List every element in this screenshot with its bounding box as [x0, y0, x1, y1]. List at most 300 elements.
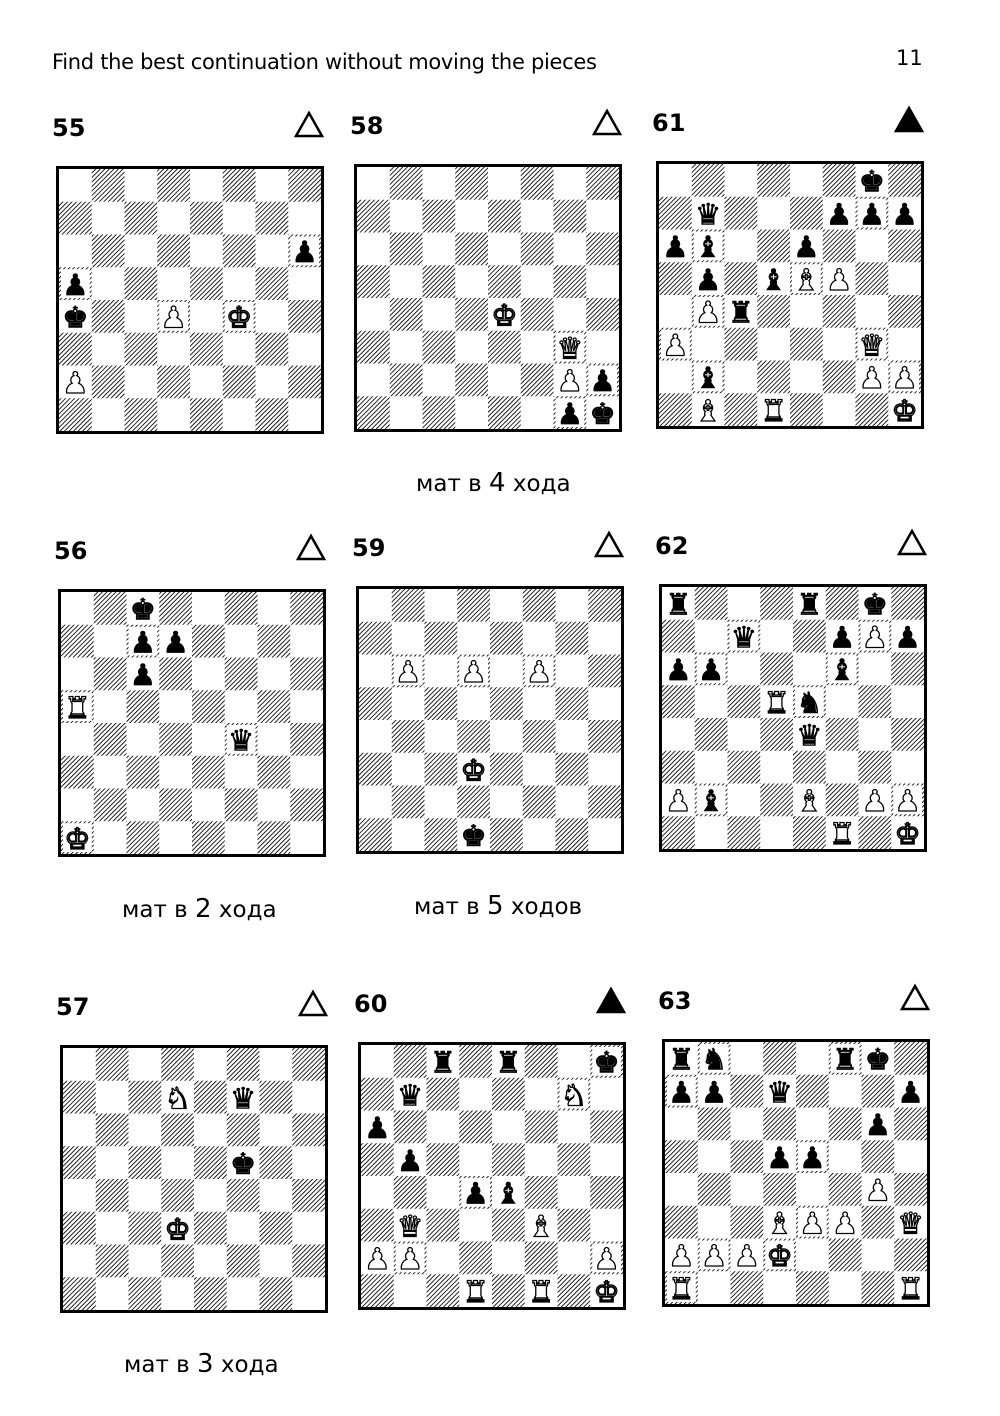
- dark-square: [361, 1209, 394, 1242]
- chess-board: [356, 586, 624, 854]
- dark-square: [159, 723, 192, 756]
- dark-square: [888, 164, 921, 197]
- light-square: [521, 200, 554, 233]
- light-square: [225, 756, 258, 789]
- light-square: [888, 262, 921, 295]
- dark-square: [427, 1209, 460, 1242]
- white-pawn-icon: ♟: [700, 1239, 728, 1274]
- light-square: [292, 1277, 325, 1310]
- light-square: [292, 1212, 325, 1245]
- white-king-icon: ♚: [460, 753, 487, 788]
- chess-board: [60, 1045, 328, 1313]
- white-queen-icon: ♛: [396, 1209, 424, 1244]
- light-square: [59, 169, 92, 202]
- light-square: [457, 622, 490, 655]
- caption-number: 5: [487, 891, 504, 921]
- caption-mate-in-4: [416, 468, 571, 498]
- white-pawn-icon: ♟: [799, 1206, 826, 1241]
- dark-square: [790, 393, 823, 426]
- dark-square: [455, 298, 488, 331]
- light-square: [394, 1274, 427, 1307]
- light-square: [61, 789, 94, 822]
- dark-square: [558, 1209, 591, 1242]
- dark-square: [227, 1179, 260, 1212]
- light-square: [427, 1111, 460, 1144]
- caption-suffix: ходов: [503, 894, 583, 920]
- dark-square: [390, 298, 423, 331]
- dark-square: [157, 366, 190, 399]
- white-bishop-icon: ♝: [694, 393, 722, 426]
- light-square: [698, 1206, 731, 1239]
- black-rook-icon: ♜: [665, 587, 692, 622]
- caption-number: 4: [489, 468, 506, 498]
- light-square: [695, 751, 728, 784]
- light-square: [556, 655, 589, 688]
- chess-board: [58, 589, 326, 857]
- side-to-move-triangle-icon: [897, 528, 927, 558]
- dark-square: [588, 786, 621, 819]
- light-square: [256, 235, 289, 268]
- dark-square: [192, 690, 225, 723]
- light-square: [159, 821, 192, 854]
- dark-square: [94, 723, 127, 756]
- light-square: [588, 687, 621, 720]
- caption-prefix: мат в: [124, 1352, 198, 1378]
- dark-square: [823, 164, 856, 197]
- light-square: [361, 1045, 394, 1078]
- dark-square: [223, 169, 256, 202]
- dark-square: [256, 267, 289, 300]
- dark-square: [161, 1048, 194, 1081]
- light-square: [390, 396, 423, 429]
- dark-square: [523, 786, 556, 819]
- light-square: [659, 361, 692, 394]
- white-pawn-icon: ♟: [62, 366, 89, 401]
- dark-square: [523, 589, 556, 622]
- puzzle-number: 62: [655, 532, 689, 560]
- puzzle-number: 63: [658, 987, 692, 1015]
- dark-square: [392, 786, 425, 819]
- light-square: [129, 1114, 162, 1147]
- light-square: [258, 658, 291, 691]
- dark-square: [698, 1108, 731, 1141]
- white-pawn-icon: ♟: [861, 784, 889, 819]
- light-square: [455, 331, 488, 364]
- dark-square: [731, 1140, 764, 1173]
- white-pawn-icon: ♟: [858, 361, 886, 396]
- dark-square: [525, 1111, 558, 1144]
- dark-square: [725, 393, 758, 426]
- dark-square: [290, 592, 323, 625]
- light-square: [556, 589, 589, 622]
- dark-square: [425, 818, 458, 851]
- dark-square: [590, 1176, 623, 1209]
- light-square: [662, 718, 695, 751]
- light-square: [63, 1114, 96, 1147]
- dark-square: [728, 816, 761, 849]
- light-square: [223, 202, 256, 235]
- light-square: [390, 331, 423, 364]
- dark-square: [731, 1075, 764, 1108]
- dark-square: [554, 200, 587, 233]
- dark-square: [490, 622, 523, 655]
- dark-square: [859, 685, 892, 718]
- chess-board: [659, 584, 927, 852]
- white-bishop-icon: ♝: [766, 1206, 793, 1241]
- dark-square: [63, 1212, 96, 1245]
- white-pawn-icon: ♟: [593, 1242, 620, 1277]
- light-square: [190, 366, 223, 399]
- black-rook-icon: ♜: [727, 295, 755, 330]
- dark-square: [556, 687, 589, 720]
- dark-square: [225, 658, 258, 691]
- dark-square: [662, 620, 695, 653]
- dark-square: [394, 1045, 427, 1078]
- light-square: [525, 1143, 558, 1176]
- white-bishop-icon: ♝: [527, 1209, 555, 1244]
- dark-square: [288, 366, 321, 399]
- light-square: [292, 1081, 325, 1114]
- light-square: [728, 587, 761, 620]
- dark-square: [63, 1277, 96, 1310]
- side-to-move-triangle-icon: [596, 986, 626, 1016]
- dark-square: [523, 720, 556, 753]
- dark-square: [823, 295, 856, 328]
- light-square: [586, 331, 619, 364]
- dark-square: [361, 1078, 394, 1111]
- light-square: [425, 655, 458, 688]
- dark-square: [427, 1274, 460, 1307]
- black-bishop-icon: ♝: [694, 361, 722, 396]
- light-square: [731, 1042, 764, 1075]
- puzzle-57: [56, 993, 328, 1293]
- dark-square: [856, 393, 889, 426]
- white-pawn-icon: ♟: [694, 295, 722, 330]
- white-rook-icon: ♜: [897, 1271, 924, 1304]
- caption-prefix: мат в: [414, 894, 488, 920]
- dark-square: [194, 1081, 227, 1114]
- caption-mate-in-5: [414, 891, 582, 921]
- white-pawn-icon: ♟: [662, 328, 689, 363]
- light-square: [760, 816, 793, 849]
- light-square: [357, 233, 390, 266]
- light-square: [392, 622, 425, 655]
- light-square: [425, 720, 458, 753]
- white-king-icon: ♚: [64, 821, 91, 854]
- light-square: [796, 1173, 829, 1206]
- light-square: [125, 366, 158, 399]
- dark-square: [586, 167, 619, 200]
- light-square: [796, 1108, 829, 1141]
- light-square: [665, 1108, 698, 1141]
- black-pawn-icon: ♟: [396, 1143, 424, 1178]
- black-pawn-icon: ♟: [825, 197, 853, 232]
- light-square: [190, 169, 223, 202]
- light-square: [92, 202, 125, 235]
- light-square: [260, 1048, 293, 1081]
- puzzle-55: [52, 114, 324, 414]
- black-rook-icon: ♜: [429, 1045, 457, 1080]
- black-king-icon: ♚: [129, 592, 157, 627]
- dark-square: [390, 364, 423, 397]
- light-square: [288, 333, 321, 366]
- dark-square: [394, 1176, 427, 1209]
- dark-square: [125, 267, 158, 300]
- dark-square: [390, 233, 423, 266]
- dark-square: [525, 1045, 558, 1078]
- dark-square: [790, 328, 823, 361]
- dark-square: [192, 625, 225, 658]
- black-pawn-icon: ♟: [162, 625, 189, 660]
- dark-square: [554, 265, 587, 298]
- light-square: [190, 235, 223, 268]
- dark-square: [92, 169, 125, 202]
- dark-square: [227, 1048, 260, 1081]
- light-square: [96, 1081, 129, 1114]
- dark-square: [558, 1143, 591, 1176]
- dark-square: [258, 756, 291, 789]
- light-square: [728, 653, 761, 686]
- caption-prefix: мат в: [122, 897, 196, 923]
- light-square: [94, 625, 127, 658]
- dark-square: [392, 589, 425, 622]
- light-square: [826, 751, 859, 784]
- black-queen-icon: ♛: [730, 620, 758, 655]
- dark-square: [61, 625, 94, 658]
- light-square: [523, 622, 556, 655]
- dark-square: [588, 589, 621, 622]
- light-square: [357, 364, 390, 397]
- light-square: [63, 1179, 96, 1212]
- dark-square: [894, 1173, 927, 1206]
- light-square: [790, 164, 823, 197]
- light-square: [695, 816, 728, 849]
- light-square: [588, 753, 621, 786]
- white-rook-icon: ♜: [64, 690, 91, 725]
- dark-square: [96, 1048, 129, 1081]
- dark-square: [725, 262, 758, 295]
- dark-square: [290, 789, 323, 822]
- light-square: [455, 200, 488, 233]
- dark-square: [129, 1212, 162, 1245]
- white-pawn-icon: ♟: [160, 300, 187, 335]
- light-square: [763, 1271, 796, 1304]
- puzzle-58: [350, 112, 622, 429]
- light-square: [227, 1212, 260, 1245]
- light-square: [94, 821, 127, 854]
- light-square: [359, 655, 392, 688]
- dark-square: [127, 690, 160, 723]
- light-square: [260, 1245, 293, 1278]
- white-pawn-icon: ♟: [894, 784, 921, 819]
- light-square: [94, 690, 127, 723]
- puzzle-61: [652, 109, 924, 426]
- dark-square: [425, 622, 458, 655]
- dark-square: [425, 687, 458, 720]
- light-square: [288, 267, 321, 300]
- black-pawn-icon: ♟: [793, 230, 820, 265]
- side-to-move-triangle-icon: [296, 533, 326, 563]
- dark-square: [194, 1277, 227, 1310]
- puzzle-63: [658, 987, 930, 1304]
- light-square: [258, 723, 291, 756]
- dark-square: [763, 1108, 796, 1141]
- chess-board: [358, 1042, 626, 1310]
- dark-square: [492, 1274, 525, 1307]
- light-square: [859, 718, 892, 751]
- caption-mate-in-3: [124, 1349, 279, 1379]
- black-queen-icon: ♛: [796, 718, 823, 753]
- light-square: [223, 333, 256, 366]
- black-pawn-icon: ♟: [291, 235, 318, 270]
- dark-square: [763, 1042, 796, 1075]
- light-square: [92, 267, 125, 300]
- dark-square: [891, 587, 924, 620]
- light-square: [423, 364, 456, 397]
- black-queen-icon: ♛: [227, 723, 255, 758]
- light-square: [96, 1146, 129, 1179]
- black-pawn-icon: ♟: [589, 364, 616, 399]
- black-pawn-icon: ♟: [891, 197, 918, 232]
- light-square: [586, 200, 619, 233]
- dark-square: [125, 202, 158, 235]
- dark-square: [63, 1146, 96, 1179]
- black-pawn-icon: ♟: [62, 267, 89, 302]
- white-knight-icon: ♞: [164, 1081, 191, 1116]
- light-square: [129, 1179, 162, 1212]
- dark-square: [361, 1143, 394, 1176]
- dark-square: [823, 361, 856, 394]
- dark-square: [192, 756, 225, 789]
- light-square: [359, 589, 392, 622]
- light-square: [258, 789, 291, 822]
- light-square: [891, 685, 924, 718]
- light-square: [190, 300, 223, 333]
- black-pawn-icon: ♟: [364, 1111, 391, 1146]
- light-square: [157, 398, 190, 431]
- dark-square: [862, 1271, 895, 1304]
- light-square: [59, 235, 92, 268]
- dark-square: [728, 751, 761, 784]
- black-king-icon: ♚: [864, 1042, 892, 1077]
- dark-square: [423, 331, 456, 364]
- light-square: [695, 620, 728, 653]
- dark-square: [292, 1048, 325, 1081]
- dark-square: [793, 816, 826, 849]
- light-square: [790, 361, 823, 394]
- caption-prefix: мат в: [416, 471, 490, 497]
- dark-square: [492, 1209, 525, 1242]
- dark-square: [725, 197, 758, 230]
- dark-square: [392, 720, 425, 753]
- dark-square: [125, 398, 158, 431]
- dark-square: [659, 262, 692, 295]
- dark-square: [292, 1179, 325, 1212]
- dark-square: [826, 718, 859, 751]
- light-square: [488, 233, 521, 266]
- puzzle-56: [54, 537, 326, 854]
- page-header-text: Find the best continuation without moving the pieces: [52, 50, 597, 74]
- caption-mate-in-2: [122, 894, 277, 924]
- light-square: [757, 328, 790, 361]
- dark-square: [490, 753, 523, 786]
- light-square: [793, 653, 826, 686]
- light-square: [423, 298, 456, 331]
- light-square: [760, 751, 793, 784]
- light-square: [161, 1146, 194, 1179]
- light-square: [290, 625, 323, 658]
- white-queen-icon: ♛: [556, 331, 584, 366]
- dark-square: [256, 333, 289, 366]
- light-square: [521, 331, 554, 364]
- dark-square: [92, 366, 125, 399]
- dark-square: [125, 333, 158, 366]
- white-pawn-icon: ♟: [394, 655, 422, 690]
- dark-square: [258, 625, 291, 658]
- light-square: [862, 1239, 895, 1272]
- dark-square: [260, 1146, 293, 1179]
- black-rook-icon: ♜: [831, 1042, 859, 1077]
- light-square: [192, 723, 225, 756]
- white-king-icon: ♚: [225, 300, 253, 335]
- light-square: [225, 690, 258, 723]
- light-square: [459, 1143, 492, 1176]
- white-king-icon: ♚: [164, 1212, 191, 1247]
- light-square: [256, 366, 289, 399]
- dark-square: [659, 197, 692, 230]
- light-square: [427, 1242, 460, 1275]
- dark-square: [829, 1239, 862, 1272]
- light-square: [290, 821, 323, 854]
- black-bishop-icon: ♝: [697, 784, 725, 819]
- dark-square: [556, 753, 589, 786]
- dark-square: [256, 202, 289, 235]
- light-square: [292, 1146, 325, 1179]
- light-square: [554, 298, 587, 331]
- dark-square: [862, 1140, 895, 1173]
- dark-square: [859, 816, 892, 849]
- light-square: [392, 753, 425, 786]
- light-square: [523, 753, 556, 786]
- black-knight-icon: ♞: [700, 1042, 728, 1077]
- light-square: [225, 625, 258, 658]
- dark-square: [891, 653, 924, 686]
- black-king-icon: ♚: [593, 1045, 620, 1080]
- black-king-icon: ♚: [460, 818, 487, 851]
- light-square: [523, 687, 556, 720]
- dark-square: [96, 1114, 129, 1147]
- light-square: [659, 164, 692, 197]
- dark-square: [521, 233, 554, 266]
- chess-board: [354, 164, 622, 432]
- light-square: [829, 1271, 862, 1304]
- light-square: [829, 1075, 862, 1108]
- light-square: [260, 1179, 293, 1212]
- light-square: [457, 687, 490, 720]
- dark-square: [757, 164, 790, 197]
- light-square: [731, 1108, 764, 1141]
- light-square: [554, 233, 587, 266]
- light-square: [194, 1245, 227, 1278]
- black-queen-icon: ♛: [229, 1081, 257, 1116]
- light-square: [61, 658, 94, 691]
- light-square: [790, 295, 823, 328]
- dark-square: [455, 364, 488, 397]
- dark-square: [558, 1274, 591, 1307]
- dark-square: [260, 1081, 293, 1114]
- light-square: [63, 1245, 96, 1278]
- puzzle-59: [352, 534, 624, 851]
